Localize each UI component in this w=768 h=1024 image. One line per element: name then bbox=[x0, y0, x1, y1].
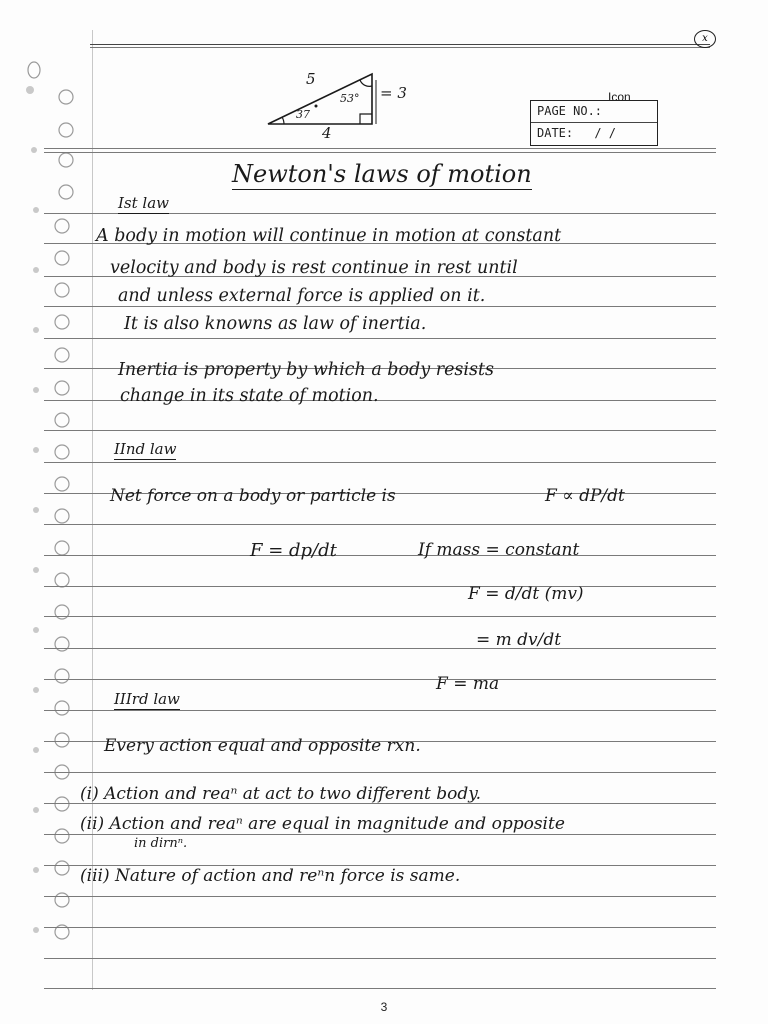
third-law-heading: IIIrd law bbox=[114, 690, 180, 708]
third-law-point-3: (iii) Nature of action and reⁿn force is same. bbox=[80, 866, 461, 886]
second-law-proportional: F ∝ dP/dt bbox=[545, 486, 625, 506]
second-law-statement: Net force on a body or particle is bbox=[110, 486, 396, 506]
eq-step-1: F = d/dt (mv) bbox=[468, 584, 584, 604]
diagram-base: 4 bbox=[322, 124, 332, 142]
diagram-hypotenuse: 5 bbox=[306, 70, 316, 88]
third-law-point-2-cont: in dirnⁿ. bbox=[134, 836, 188, 851]
first-law-line-3: and unless external force is applied on it. bbox=[118, 286, 486, 306]
third-law-statement: Every action equal and opposite rxn. bbox=[104, 736, 421, 756]
first-law-heading: Ist law bbox=[118, 194, 169, 212]
icon-label: Icon bbox=[608, 90, 631, 104]
top-border bbox=[90, 44, 710, 48]
diagram-angle-top: 53° bbox=[340, 92, 360, 105]
third-law-point-1: (i) Action and reaⁿ at act to two different body. bbox=[80, 784, 482, 804]
page-number: 3 bbox=[380, 1000, 388, 1014]
diagram-angle-left: 37 bbox=[296, 108, 310, 121]
eq-step-3: F = ma bbox=[436, 674, 500, 694]
first-law-line-1: A body in motion will continue in motion at constant bbox=[96, 226, 562, 246]
eq-if-mass-constant: If mass = constant bbox=[418, 540, 580, 560]
diagram-height: = 3 bbox=[380, 84, 407, 102]
eq-step-2: = m dv/dt bbox=[476, 630, 562, 650]
corner-mark: x bbox=[694, 30, 716, 48]
margin-line bbox=[92, 30, 93, 990]
page-no-field: PAGE NO.: bbox=[537, 104, 603, 118]
page-title: Newton's laws of motion bbox=[232, 160, 532, 188]
spiral-holes bbox=[0, 0, 90, 1000]
inertia-line-1: Inertia is property by which a body resists bbox=[118, 360, 494, 380]
first-law-line-2: velocity and body is rest continue in rest until bbox=[110, 258, 518, 278]
second-law-heading: IInd law bbox=[114, 440, 177, 458]
date-field: DATE: / / bbox=[531, 122, 657, 144]
page-date-box bbox=[530, 100, 658, 146]
third-law-point-2: (ii) Action and reaⁿ are equal in magnitude and opposite bbox=[80, 814, 565, 834]
inertia-line-2: change in its state of motion. bbox=[120, 386, 379, 406]
eq-main: F = dp/dt bbox=[250, 540, 337, 561]
first-law-line-4: It is also knowns as law of inertia. bbox=[124, 314, 427, 334]
